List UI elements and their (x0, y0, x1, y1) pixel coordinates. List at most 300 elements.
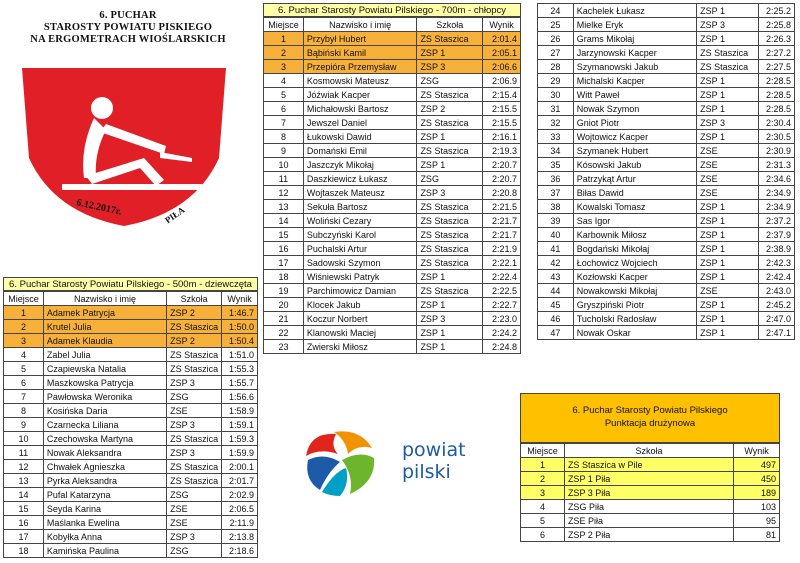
table-row (538, 32, 795, 46)
table-cell: 2:15.5 (483, 102, 521, 116)
table-row (4, 474, 258, 488)
table-cell: ZSP 3 (417, 312, 483, 326)
table-cell: 29 (538, 74, 574, 88)
table-row (264, 340, 521, 354)
table-row (538, 256, 795, 270)
table-cell: 2 (521, 472, 565, 486)
boys-table-continued (537, 3, 795, 340)
table-cell: ZSP 2 (417, 102, 483, 116)
table-row (264, 130, 521, 144)
table-cell: 1:50.4 (222, 334, 258, 348)
table-cell: 2 (264, 46, 304, 60)
table-cell: 2:30.5 (759, 130, 795, 144)
table-row (264, 284, 521, 298)
table-row (538, 4, 795, 18)
table-row (538, 46, 795, 60)
table-cell: ZSE Piła (564, 514, 733, 528)
table-cell: 2:34.9 (759, 200, 795, 214)
table-row (4, 460, 258, 474)
table-cell: 23 (264, 340, 304, 354)
table-row (538, 312, 795, 326)
table-row (264, 270, 521, 284)
table-cell: ZSE (697, 284, 759, 298)
table-row (538, 18, 795, 32)
col-header: Wynik (483, 18, 521, 32)
girls-table (3, 291, 258, 558)
table-cell: Jóźwiak Kacper (303, 88, 417, 102)
table-row (264, 228, 521, 242)
table-cell: 43 (538, 270, 574, 284)
table-cell: Łukowski Dawid (303, 130, 417, 144)
table-cell: 2:24.8 (483, 340, 521, 354)
table-cell: ZSP 2 (167, 334, 222, 348)
table-cell: Pyrka Aleksandra (43, 474, 166, 488)
table-cell: ZSP 3 (167, 376, 222, 390)
table-cell: 2:22.1 (483, 256, 521, 270)
table-cell: Wojtaszek Mateusz (303, 186, 417, 200)
table-cell: Krutel Julia (43, 320, 166, 334)
table-cell: ZSG (417, 172, 483, 186)
table-cell: Gniot Piotr (573, 116, 696, 130)
table-cell: Jarzynowski Kacper (573, 46, 696, 60)
table-cell: ZSP 1 (697, 4, 759, 18)
table-cell: Domański Emil (303, 144, 417, 158)
col-header: Szkoła (417, 18, 483, 32)
table-cell: 6 (264, 102, 304, 116)
table-cell: 2:45.2 (759, 298, 795, 312)
table-cell: ZSP 1 (697, 312, 759, 326)
table-cell: ZSE (697, 172, 759, 186)
table-cell: 3 (264, 60, 304, 74)
table-cell: Przybył Hubert (303, 32, 417, 46)
table-cell: 38 (538, 200, 574, 214)
table-cell: Klanowski Maciej (303, 326, 417, 340)
table-cell: ZSP 2 (167, 306, 222, 320)
table-cell: Łochowicz Wojciech (573, 256, 696, 270)
table-cell: 42 (538, 256, 574, 270)
table-cell: ZSP 1 (417, 298, 483, 312)
table-row (4, 502, 258, 516)
table-cell: Koczur Norbert (303, 312, 417, 326)
table-cell: ZSP 3 (697, 116, 759, 130)
table-cell: Kowalski Tomasz (573, 200, 696, 214)
table-cell: 2:42.3 (759, 256, 795, 270)
table-cell: 5 (264, 88, 304, 102)
table-cell: 14 (264, 214, 304, 228)
table-cell: 6 (4, 376, 44, 390)
table-cell: 1:51.0 (222, 348, 258, 362)
logo-date: 6.12.2017r. (75, 197, 123, 218)
table-cell: 81 (734, 528, 780, 542)
table-cell: ZSG (417, 74, 483, 88)
table-cell: 34 (538, 144, 574, 158)
table-cell: ZSP 1 (697, 270, 759, 284)
girls-caption: 6. Puchar Starosty Powiatu Pilskiego - 500m - dziewczęta (3, 277, 258, 291)
table-cell: 18 (4, 544, 44, 558)
table-row (4, 390, 258, 404)
table-cell: 2:28.5 (759, 102, 795, 116)
table-row (538, 74, 795, 88)
table-cell: 17 (264, 256, 304, 270)
table-cell: ZSE (697, 186, 759, 200)
table-row (264, 74, 521, 88)
table-cell: Seyda Karina (43, 502, 166, 516)
table-row (538, 186, 795, 200)
table-cell: 2:31.3 (759, 158, 795, 172)
table-cell: ZSP 1 Piła (564, 472, 733, 486)
table-cell: 9 (264, 144, 304, 158)
table-cell: ZSP 1 (417, 340, 483, 354)
table-cell: 5 (521, 514, 565, 528)
table-cell: 2:20.7 (483, 158, 521, 172)
table-cell: ZSP 3 Piła (564, 486, 733, 500)
table-cell: ZS Staszica (417, 242, 483, 256)
table-cell: Subczyński Karol (303, 228, 417, 242)
table-cell: Adamek Klaudia (43, 334, 166, 348)
table-cell: 2:05.1 (483, 46, 521, 60)
table-cell: Tucholski Radosław (573, 312, 696, 326)
logo-title-line: NA ERGOMETRACH WIOŚLARSKICH (30, 34, 226, 45)
table-cell: 7 (4, 390, 44, 404)
table-cell: ZSG (167, 390, 222, 404)
table-cell: Wiśniewski Patryk (303, 270, 417, 284)
table-cell: 27 (538, 46, 574, 60)
table-cell: 4 (4, 348, 44, 362)
table-cell: 497 (734, 458, 780, 472)
table-cell: ZSP 1 (417, 158, 483, 172)
table-cell: 2:20.8 (483, 186, 521, 200)
table-cell: Kobyłka Anna (43, 530, 166, 544)
table-cell: Kosmowski Mateusz (303, 74, 417, 88)
table-cell: ZSP 3 (417, 186, 483, 200)
table-row (538, 200, 795, 214)
col-header: Wynik (734, 444, 780, 458)
table-cell: 24 (538, 4, 574, 18)
table-cell: Bogdański Mikołaj (573, 242, 696, 256)
table-cell: ZS Staszica (417, 256, 483, 270)
table-cell: 33 (538, 130, 574, 144)
table-cell: ZS Staszica (417, 228, 483, 242)
table-cell: Kosińska Daria (43, 404, 166, 418)
table-cell: 2:21.7 (483, 228, 521, 242)
table-cell: Nowak Oskar (573, 326, 696, 340)
table-cell: ZSP 1 (697, 32, 759, 46)
table-cell: 36 (538, 172, 574, 186)
table-cell: ZSP 1 (697, 214, 759, 228)
table-cell: Jaszczyk Mikołaj (303, 158, 417, 172)
event-logo (14, 8, 242, 230)
table-cell: Puchalski Artur (303, 242, 417, 256)
table-cell: Nowak Aleksandra (43, 446, 166, 460)
table-cell: Maślanka Ewelina (43, 516, 166, 530)
col-header: Szkoła (564, 444, 733, 458)
team-caption-line: 6. Puchar Starosty Powiatu Pilskiego (572, 405, 728, 416)
table-cell: 14 (4, 488, 44, 502)
table-cell: Sekuła Bartosz (303, 200, 417, 214)
col-header: Nazwisko i imię (43, 292, 166, 306)
table-cell: 1 (264, 32, 304, 46)
table-cell: Pawłowska Weronika (43, 390, 166, 404)
table-cell: 1:59.1 (222, 418, 258, 432)
table-cell: ZSP 1 (417, 270, 483, 284)
table-cell: 2:28.5 (759, 88, 795, 102)
table-cell: 2 (4, 320, 44, 334)
table-cell: 95 (734, 514, 780, 528)
table-cell: 13 (264, 200, 304, 214)
team-ranking (520, 393, 780, 542)
table-cell: Klocek Jakub (303, 298, 417, 312)
table-cell: ZS Staszica (417, 32, 483, 46)
table-cell: 15 (4, 502, 44, 516)
table-row (264, 102, 521, 116)
table-row (4, 516, 258, 530)
logo-title-line: 6. PUCHAR (99, 10, 157, 21)
table-cell: Zabel Julia (43, 348, 166, 362)
table-row (264, 144, 521, 158)
powiat-logo-line2: pilski (402, 461, 451, 483)
table-cell: ZS Staszica (167, 362, 222, 376)
powiat-logo-line1: powiat (402, 439, 466, 461)
boys-table (263, 17, 521, 354)
team-caption-line: Punktacja drużynowa (604, 418, 696, 429)
table-cell: 17 (4, 530, 44, 544)
table-cell: Czechowska Martyna (43, 432, 166, 446)
table-row (4, 544, 258, 558)
table-cell: 26 (538, 32, 574, 46)
table-cell: 30 (538, 88, 574, 102)
table-row (538, 284, 795, 298)
table-cell: ZSP 1 (417, 326, 483, 340)
table-cell: Michalski Kacper (573, 74, 696, 88)
table-cell: 13 (4, 474, 44, 488)
table-cell: 2:42.4 (759, 270, 795, 284)
table-cell: 2:02.9 (222, 488, 258, 502)
table-cell: 2:30.9 (759, 144, 795, 158)
table-cell: 3 (4, 334, 44, 348)
table-cell: 1 (521, 458, 565, 472)
table-cell: Pufal Katarzyna (43, 488, 166, 502)
table-cell: 28 (538, 60, 574, 74)
col-header: Wynik (222, 292, 258, 306)
table-cell: 2:15.5 (483, 116, 521, 130)
table-cell: 2:26.3 (759, 32, 795, 46)
table-cell: ZSE (167, 516, 222, 530)
table-cell: 7 (264, 116, 304, 130)
table-row (4, 348, 258, 362)
table-cell: 1:59.9 (222, 446, 258, 460)
team-table (520, 443, 780, 542)
table-row (538, 298, 795, 312)
table-cell: ZS Staszica (167, 320, 222, 334)
table-cell: Zwierski Miłosz (303, 340, 417, 354)
table-row (4, 306, 258, 320)
table-row (264, 60, 521, 74)
table-cell: 3 (521, 486, 565, 500)
table-row (264, 88, 521, 102)
table-cell: 41 (538, 242, 574, 256)
table-row (538, 60, 795, 74)
table-cell: 12 (264, 186, 304, 200)
table-cell: 40 (538, 228, 574, 242)
table-cell: Patrzykąt Artur (573, 172, 696, 186)
table-row (538, 88, 795, 102)
table-cell: 2:34.9 (759, 186, 795, 200)
table-cell: 1 (4, 306, 44, 320)
table-cell: ZSP 1 (697, 102, 759, 116)
table-row (264, 312, 521, 326)
table-cell: 2:38.9 (759, 242, 795, 256)
table-cell: 18 (264, 270, 304, 284)
table-cell: Szymanowski Jakub (573, 60, 696, 74)
table-cell: Gryszpiński Piotr (573, 298, 696, 312)
table-row (4, 376, 258, 390)
table-row (521, 500, 780, 514)
logo-city: PIŁA (163, 204, 187, 226)
table-cell: ZSG Piła (564, 500, 733, 514)
table-cell: 37 (538, 186, 574, 200)
table-cell: Kamińska Paulina (43, 544, 166, 558)
table-cell: ZS Staszica w Pile (564, 458, 733, 472)
girls-results (3, 277, 258, 558)
table-cell: 2:13.8 (222, 530, 258, 544)
table-cell: ZSE (697, 144, 759, 158)
table-row (4, 418, 258, 432)
table-cell: ZSG (167, 544, 222, 558)
table-cell: ZS Staszica (417, 116, 483, 130)
col-header: Miejsce (4, 292, 44, 306)
table-cell: ZSP 3 (167, 446, 222, 460)
table-cell: ZSP 1 (417, 46, 483, 60)
table-cell: ZS Staszica (697, 46, 759, 60)
boys-caption: 6. Puchar Starosty Powiatu Pilskiego - 700m - chłopcy (263, 3, 521, 17)
team-caption (520, 393, 780, 443)
table-row (264, 32, 521, 46)
col-header: Miejsce (264, 18, 304, 32)
table-cell: ZS Staszica (167, 432, 222, 446)
table-cell: 10 (264, 158, 304, 172)
table-cell: 2:20.7 (483, 172, 521, 186)
table-cell: ZSP 3 (167, 530, 222, 544)
table-cell: Kósowski Jakub (573, 158, 696, 172)
table-row (4, 334, 258, 348)
table-cell: 6 (521, 528, 565, 542)
table-cell: ZSP 1 (417, 130, 483, 144)
table-cell: 2:06.5 (222, 502, 258, 516)
table-cell: Sadowski Szymon (303, 256, 417, 270)
table-cell: 189 (734, 486, 780, 500)
table-cell: Witt Paweł (573, 88, 696, 102)
col-header: Szkoła (167, 292, 222, 306)
table-cell: Kozłowski Kacper (573, 270, 696, 284)
table-cell: ZSP 3 (697, 18, 759, 32)
table-cell: 2:34.6 (759, 172, 795, 186)
table-cell: ZSP 3 (417, 60, 483, 74)
table-cell: 46 (538, 312, 574, 326)
table-cell: 1:59.3 (222, 432, 258, 446)
table-cell: 2:37.9 (759, 228, 795, 242)
table-row (264, 46, 521, 60)
table-cell: 1:46.7 (222, 306, 258, 320)
table-cell: Karbownik Miłosz (573, 228, 696, 242)
table-header-row (521, 444, 780, 458)
table-row (521, 486, 780, 500)
table-cell: 11 (4, 446, 44, 460)
table-cell: 2:24.2 (483, 326, 521, 340)
table-cell: 2:00.1 (222, 460, 258, 474)
table-row (538, 102, 795, 116)
table-cell: ZSE (167, 502, 222, 516)
table-cell: 1:55.3 (222, 362, 258, 376)
table-cell: Adamek Patrycja (43, 306, 166, 320)
table-row (264, 214, 521, 228)
table-cell: ZSP 1 (697, 256, 759, 270)
table-row (538, 158, 795, 172)
table-cell: ZSP 3 (167, 418, 222, 432)
table-row (4, 320, 258, 334)
table-cell: 5 (4, 362, 44, 376)
table-cell: 2:21.5 (483, 200, 521, 214)
table-cell: 19 (264, 284, 304, 298)
table-cell: 2:30.4 (759, 116, 795, 130)
table-row (538, 130, 795, 144)
table-cell: 22 (264, 326, 304, 340)
table-cell: ZSP 1 (697, 130, 759, 144)
table-row (264, 186, 521, 200)
table-cell: 44 (538, 284, 574, 298)
table-row (538, 116, 795, 130)
table-cell: Sas Igor (573, 214, 696, 228)
table-cell: 2:11.9 (222, 516, 258, 530)
table-row (538, 270, 795, 284)
table-header-row (264, 18, 521, 32)
table-cell: 2:01.7 (222, 474, 258, 488)
table-cell: 2:27.2 (759, 46, 795, 60)
table-cell: 2:16.1 (483, 130, 521, 144)
table-cell: 1:55.7 (222, 376, 258, 390)
table-cell: ZS Staszica (417, 144, 483, 158)
table-cell: 2:06.9 (483, 74, 521, 88)
table-cell: Nowak Szymon (573, 102, 696, 116)
table-cell: 2:25.8 (759, 18, 795, 32)
table-row (264, 158, 521, 172)
table-cell: Chwałek Agnieszka (43, 460, 166, 474)
table-cell: 2:43.0 (759, 284, 795, 298)
table-cell: 35 (538, 158, 574, 172)
table-cell: 1:50.0 (222, 320, 258, 334)
table-cell: 9 (4, 418, 44, 432)
table-cell: 32 (538, 116, 574, 130)
table-cell: 2:01.4 (483, 32, 521, 46)
powiat-pilski-logo (300, 428, 490, 498)
table-cell: 2:37.2 (759, 214, 795, 228)
table-cell: ZS Staszica (167, 348, 222, 362)
table-cell: Grams Mikołaj (573, 32, 696, 46)
table-cell: Przepióra Przemysław (303, 60, 417, 74)
boys-results-continued (537, 3, 795, 340)
table-row (4, 432, 258, 446)
table-cell: Nowakowski Mikołaj (573, 284, 696, 298)
table-row (264, 172, 521, 186)
table-cell: ZSE (167, 404, 222, 418)
table-row (4, 446, 258, 460)
table-cell: Szymanek Hubert (573, 144, 696, 158)
table-cell: Michałowski Bartosz (303, 102, 417, 116)
table-cell: Parchimowicz Damian (303, 284, 417, 298)
table-cell: Czarnecka Liliana (43, 418, 166, 432)
table-row (264, 298, 521, 312)
table-cell: ZSG (167, 488, 222, 502)
table-cell: 16 (264, 242, 304, 256)
